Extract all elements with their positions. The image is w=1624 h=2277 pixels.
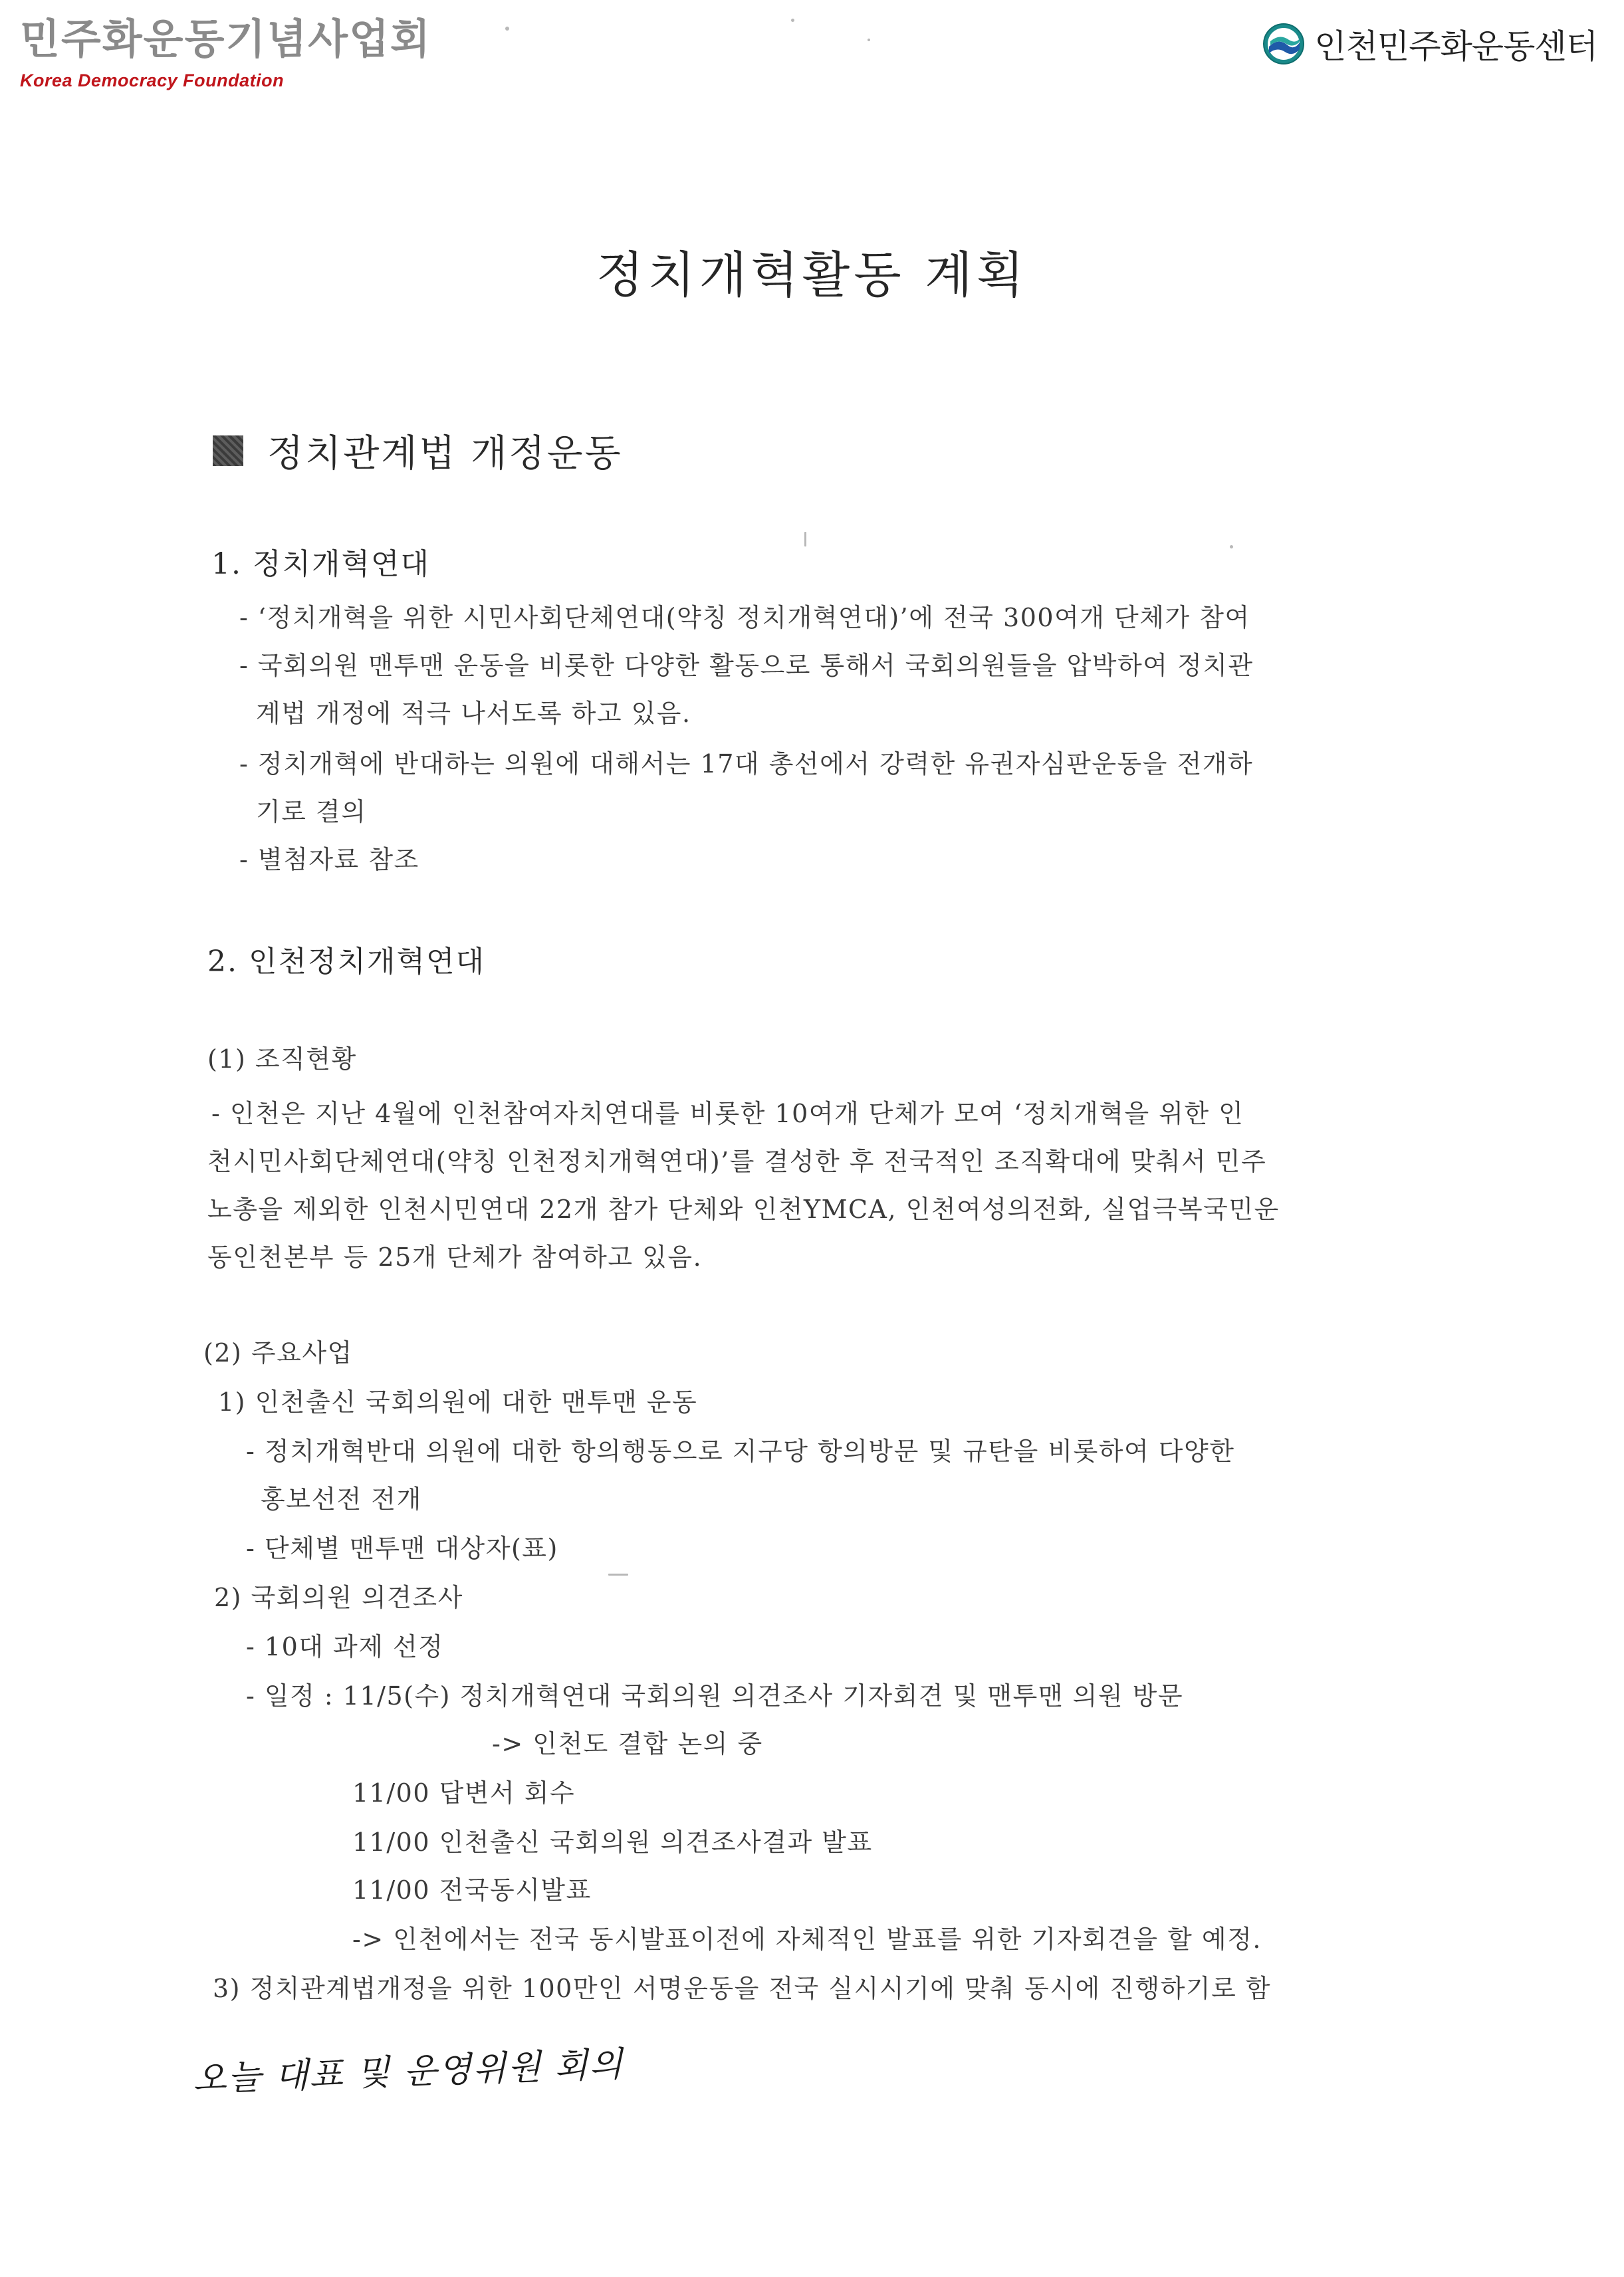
handwritten-note: 오늘 대표 및 운영위원 회의 [192, 2044, 625, 2099]
sub2-line: 2) 국회의원 의견조사 [214, 1583, 463, 1612]
scan-speck [804, 532, 806, 546]
sub2-line: - 단체별 맨투맨 대상자(표) [246, 1534, 558, 1563]
section-heading-text: 정치관계법 개정운동 [267, 432, 623, 475]
sub2-heading: (2) 주요사업 [203, 1338, 353, 1368]
part2-heading: 2. 인천정치개혁연대 [207, 945, 485, 979]
sub2-line: -> 인천에서는 전국 동시발표이전에 자체적인 발표를 위한 기자회견을 할 예정. [352, 1925, 1262, 1954]
scan-speck [868, 39, 870, 41]
section-heading [213, 424, 623, 477]
sub2-line: -> 인천도 결합 논의 중 [492, 1729, 763, 1758]
sub2-line: 홍보선전 전개 [261, 1485, 422, 1514]
part1-line: - 정치개혁에 반대하는 의원에 대해서는 17대 총선에서 강력한 유권자심판운동을 전개하 [239, 749, 1254, 779]
sub1-heading: (1) 조직현황 [207, 1044, 357, 1074]
icdc-logo [1262, 20, 1597, 68]
sub2-line: - 10대 과제 선정 [246, 1632, 444, 1661]
document-title: 정치개혁활동 계획 [596, 247, 1028, 304]
sub1-line: 노총을 제외한 인천시민연대 22개 참가 단체와 인천YMCA, 인천여성의전화, 실업극복국민운 [207, 1195, 1280, 1224]
sub2-line: 11/00 전국동시발표 [352, 1875, 592, 1905]
sub2-line: - 정치개혁반대 의원에 대한 항의행동으로 지구당 항의방문 및 규탄을 비롯하여 다양한 [246, 1437, 1235, 1466]
sub1-line: - 인천은 지난 4월에 인천참여자치연대를 비롯한 10여개 단체가 모여 ‘정치개혁을 위한 인 [211, 1099, 1244, 1128]
kdf-logo-english: Korea Democracy Foundation [20, 70, 285, 90]
part1-line: 기로 결의 [256, 797, 367, 826]
part1-line: - 국회의원 맨투맨 운동을 비롯한 다양한 활동으로 통해서 국회의원들을 압박하여 정치관 [239, 651, 1254, 680]
scan-speck [505, 27, 509, 31]
icdc-emblem-icon [1262, 23, 1305, 65]
square-bullet-icon [213, 435, 243, 466]
scan-speck [791, 19, 794, 22]
scan-speck [608, 1574, 628, 1576]
sub2-line: 11/00 답변서 회수 [352, 1778, 576, 1808]
part1-line: 계법 개정에 적극 나서도록 하고 있음. [256, 699, 691, 728]
part1-heading: 1. 정치개혁연대 [211, 547, 430, 581]
sub2-line: 3) 정치관계법개정을 위한 100만인 서명운동을 전국 실시시기에 맞춰 동시에 진행하기로 함 [213, 1974, 1272, 2003]
scan-speck [1230, 545, 1233, 548]
part1-line: - 별첨자료 참조 [239, 845, 419, 874]
kdf-logo [20, 15, 431, 91]
sub2-line: 11/00 인천출신 국회의원 의견조사결과 발표 [352, 1828, 873, 1857]
sub1-line: 천시민사회단체연대(약칭 인천정치개혁연대)’를 결성한 후 전국적인 조직확대에 맞춰서 민주 [207, 1147, 1267, 1176]
part1-line: - ‘정치개혁을 위한 시민사회단체연대(약칭 정치개혁연대)’에 전국 300여개 단체가 참여 [239, 603, 1250, 632]
icdc-logo-name: 인천민주화운동센터 [1314, 27, 1597, 66]
sub2-line: 1) 인천출신 국회의원에 대한 맨투맨 운동 [218, 1387, 698, 1417]
kdf-logo-korean: 민주화운동기념사업회 [20, 15, 431, 63]
sub2-line: - 일정 : 11/5(수) 정치개혁연대 국회의원 의견조사 기자회견 및 맨투맨 의원 방문 [246, 1681, 1184, 1711]
sub1-line: 동인천본부 등 25개 단체가 참여하고 있음. [207, 1243, 703, 1272]
